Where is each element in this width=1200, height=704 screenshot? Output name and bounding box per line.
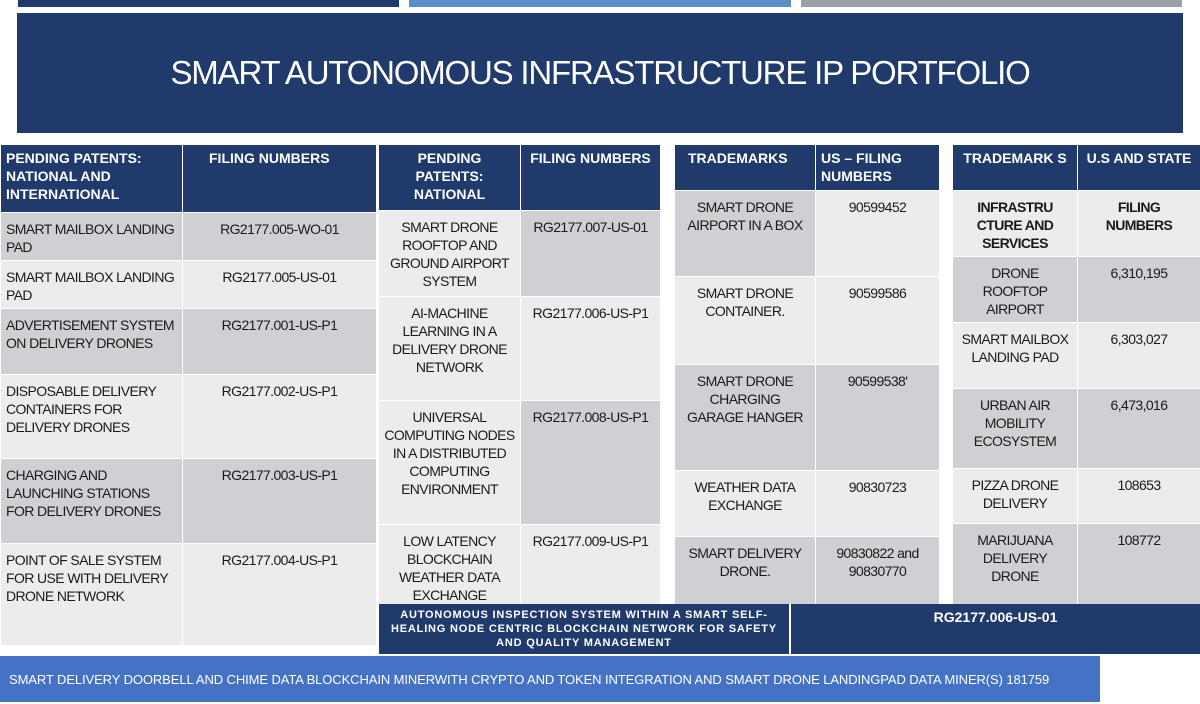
filing-number: 108653 xyxy=(1078,469,1200,524)
table-row xyxy=(953,389,1200,469)
patent-name: CHARGING AND LAUNCHING STATIONS FOR DELIVERY DRONES xyxy=(1,459,183,544)
pending-patents-international-table xyxy=(0,144,377,646)
trademark-name: PIZZA DRONE DELIVERY xyxy=(953,469,1078,524)
table-row xyxy=(675,191,940,277)
table-row xyxy=(675,277,940,365)
patent-name: SMART MAILBOX LANDING PAD xyxy=(1,213,183,261)
column-header-number: US – FILING NUMBERS xyxy=(816,145,940,191)
table-row xyxy=(1,459,377,544)
table-row xyxy=(1,213,377,261)
filing-number: RG2177.001-US-P1 xyxy=(183,309,377,375)
patent-name: SMART MAILBOX LANDING PAD xyxy=(1,261,183,309)
filing-number: RG2177.007-US-01 xyxy=(521,211,661,297)
footer-bar xyxy=(0,656,1100,702)
table-row xyxy=(675,537,940,605)
table-row xyxy=(1,309,377,375)
filing-number: 90599452 xyxy=(816,191,940,277)
column-header-name: PENDING PATENTS: NATIONAL xyxy=(379,145,521,211)
page-title: SMART AUTONOMOUS INFRASTRUCTURE IP PORTFOLIO xyxy=(17,13,1183,133)
top-accent-bar-navy xyxy=(18,0,399,7)
filing-number: 90599538' xyxy=(816,365,940,471)
subheader-name: INFRASTRU CTURE AND SERVICES xyxy=(953,191,1078,257)
column-header-name: TRADEMARKS xyxy=(675,145,816,191)
patent-name: POINT OF SALE SYSTEM FOR USE WITH DELIVERY DRONE NETWORK xyxy=(1,544,183,646)
trademark-name: URBAN AIR MOBILITY ECOSYSTEM xyxy=(953,389,1078,469)
filing-number: 6,303,027 xyxy=(1078,323,1200,389)
filing-number: RG2177.006-US-P1 xyxy=(521,297,661,401)
filing-number: RG2177.004-US-P1 xyxy=(183,544,377,646)
filing-number: 90830822 and 90830770 xyxy=(816,537,940,605)
table-row xyxy=(1,544,377,646)
filing-number: RG2177.005-WO-01 xyxy=(183,213,377,261)
patent-name: LOW LATENCY BLOCKCHAIN WEATHER DATA EXCHANGE xyxy=(379,525,521,608)
subheader-number: FILING NUMBERS xyxy=(1078,191,1200,257)
filing-number: 90599586 xyxy=(816,277,940,365)
trademark-name: SMART DELIVERY DRONE. xyxy=(675,537,816,605)
filing-number: RG2177.003-US-P1 xyxy=(183,459,377,544)
patent-name: AI-MACHINE LEARNING IN A DELIVERY DRONE NETWORK xyxy=(379,297,521,401)
trademark-name: WEATHER DATA EXCHANGE xyxy=(675,471,816,537)
table-row xyxy=(379,297,661,401)
table-row xyxy=(675,365,940,471)
table-row xyxy=(379,525,661,608)
table-row xyxy=(953,524,1200,605)
patent-name: UNIVERSAL COMPUTING NODES IN A DISTRIBUTED COMPUTING ENVIRONMENT xyxy=(379,401,521,525)
trademark-name: MARIJUANA DELIVERY DRONE xyxy=(953,524,1078,605)
column-header-number: FILING NUMBERS xyxy=(521,145,661,211)
column-header-name: TRADEMARK S xyxy=(953,145,1078,191)
column-header-number: FILING NUMBERS xyxy=(183,145,377,213)
trademark-name: DRONE ROOFTOP AIRPORT xyxy=(953,257,1078,323)
table-row xyxy=(953,323,1200,389)
column-header-number: U.S AND STATE xyxy=(1078,145,1200,191)
inspection-system-title: AUTONOMOUS INSPECTION SYSTEM WITHIN A SMART SELF-HEALING NODE CENTRIC BLOCKCHAIN NETWORK FOR SAFETY AND QUALITY MANAGEMENT xyxy=(379,604,790,654)
table-row xyxy=(953,469,1200,524)
filing-number: 6,310,195 xyxy=(1078,257,1200,323)
trademarks-state-table xyxy=(952,144,1200,605)
filing-number: 90830723 xyxy=(816,471,940,537)
inspection-system-number: RG2177.006-US-01 xyxy=(791,604,1200,654)
patent-name: ADVERTISEMENT SYSTEM ON DELIVERY DRONES xyxy=(1,309,183,375)
filing-number: RG2177.009-US-P1 xyxy=(521,525,661,608)
filing-number: 108772 xyxy=(1078,524,1200,605)
filing-number: RG2177.008-US-P1 xyxy=(521,401,661,525)
table-row xyxy=(675,471,940,537)
table-row xyxy=(953,257,1200,323)
trademark-name: SMART DRONE CONTAINER. xyxy=(675,277,816,365)
filing-number: 6,473,016 xyxy=(1078,389,1200,469)
top-accent-bar-gray xyxy=(801,0,1182,7)
table-row xyxy=(379,211,661,297)
top-accent-bar-blue xyxy=(409,0,791,7)
filing-number: RG2177.002-US-P1 xyxy=(183,375,377,459)
trademarks-us-table xyxy=(674,144,940,605)
table-row xyxy=(1,375,377,459)
table-subheader-row xyxy=(953,191,1200,257)
pending-patents-national-table xyxy=(378,144,661,608)
trademark-name: SMART DRONE CHARGING GARAGE HANGER xyxy=(675,365,816,471)
filing-number: RG2177.005-US-01 xyxy=(183,261,377,309)
table-row xyxy=(379,401,661,525)
footer-text: SMART DELIVERY DOORBELL AND CHIME DATA BLOCKCHAIN MINERWITH CRYPTO AND TOKEN INTEGRATION AND SMART DRONE LANDINGPAD DATA MINER(S) 181759 xyxy=(9,671,1050,687)
column-header-name: PENDING PATENTS: NATIONAL AND INTERNATIONAL xyxy=(1,145,183,213)
patent-name: SMART DRONE ROOFTOP AND GROUND AIRPORT SYSTEM xyxy=(379,211,521,297)
trademark-name: SMART MAILBOX LANDING PAD xyxy=(953,323,1078,389)
table-row xyxy=(1,261,377,309)
trademark-name: SMART DRONE AIRPORT IN A BOX xyxy=(675,191,816,277)
patent-name: DISPOSABLE DELIVERY CONTAINERS FOR DELIVERY DRONES xyxy=(1,375,183,459)
